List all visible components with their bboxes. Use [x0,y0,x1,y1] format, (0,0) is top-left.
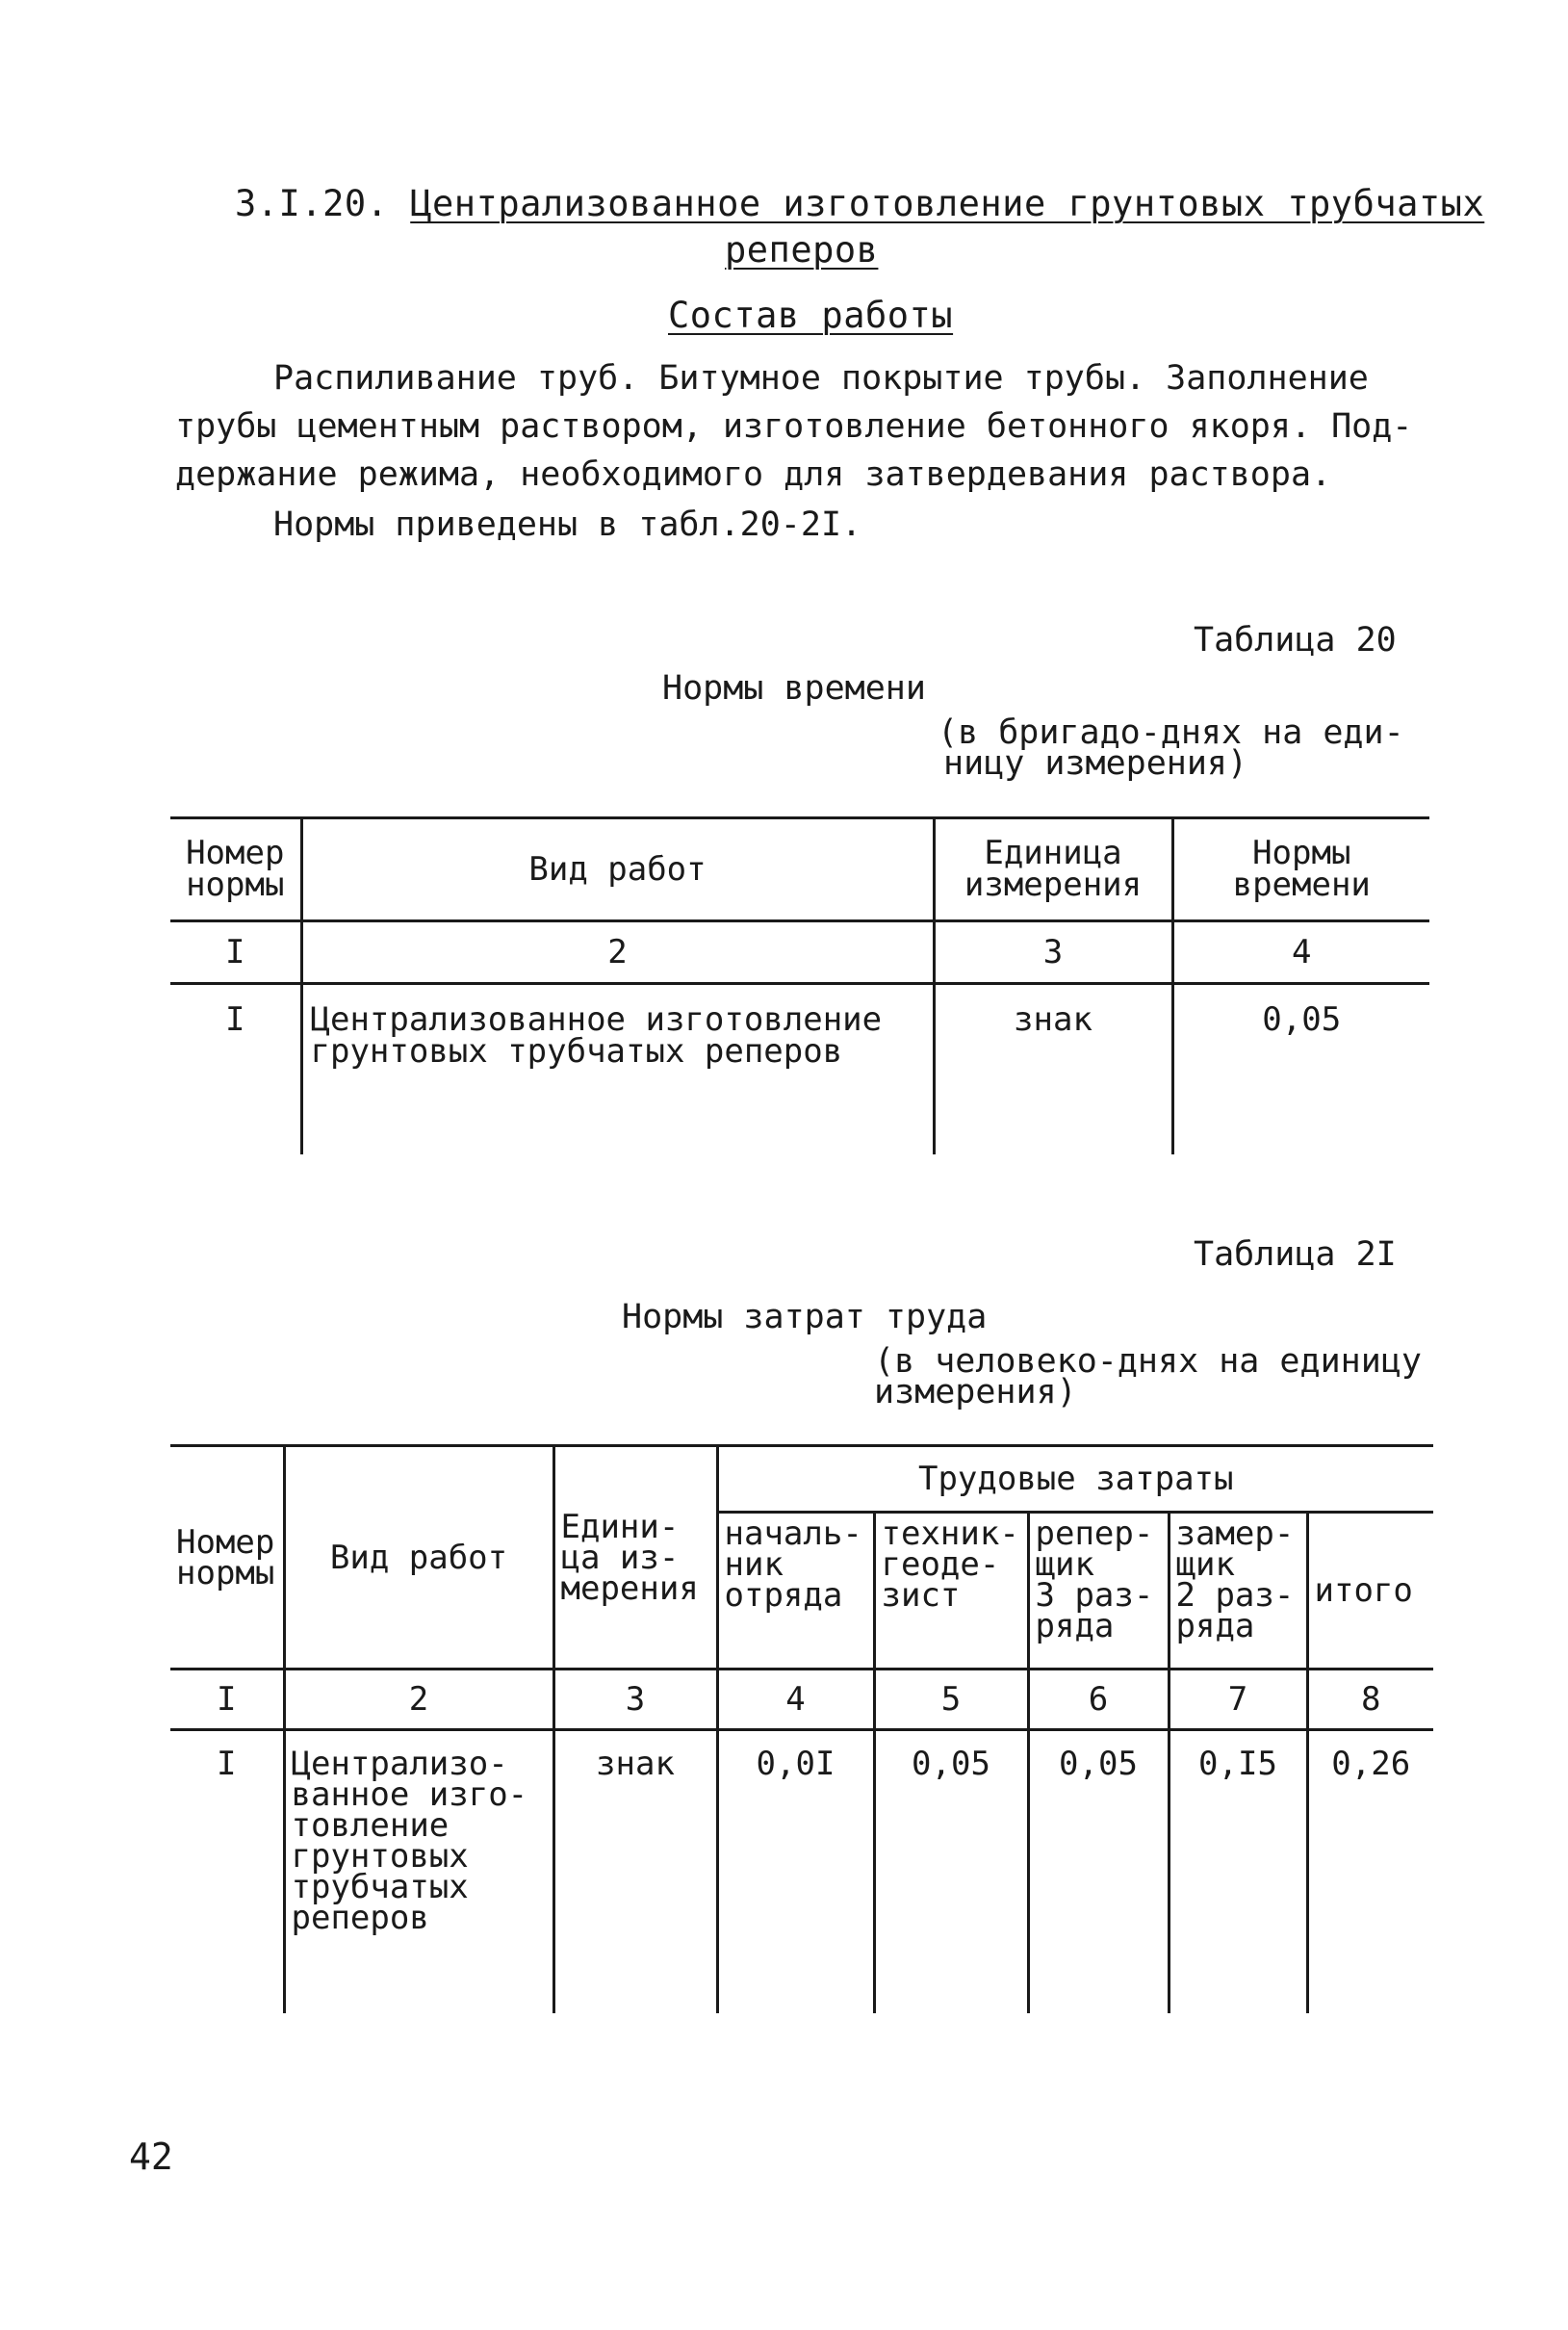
t21-header-norm-no [170,1446,284,1670]
table20-unit-note [938,713,1404,783]
composition-line4: Нормы приведены в табл.20-2I. [273,505,862,544]
t21-row-work-line3: товление [291,1806,450,1845]
t20-colnum-1: I [170,921,301,984]
t21-header-c6-line4: ряда [1035,1607,1115,1645]
t21-header-c7-line4: ряда [1175,1607,1255,1645]
table21-title: Нормы затрат труда [622,1298,988,1336]
composition-line2: трубы цементным раствором, изготовление бетонного якоря. Под- [175,407,1413,446]
t21-header-unit [553,1446,717,1670]
table20-unit-line2: ницу измерения) [943,744,1248,783]
t20-header-norm-no-line2: нормы [186,866,285,904]
t21-row-v5: 0,05 [874,1730,1028,2014]
t20-row-value: 0,05 [1172,984,1429,1155]
composition-heading: Состав работы [668,295,954,336]
t21-header-norm-no-line2: нормы [176,1553,275,1592]
t20-header-unit [934,818,1172,921]
t21-header-c7-line3: 2 раз- [1175,1576,1295,1615]
t21-row-v4: 0,0I [717,1730,874,2014]
t21-row-work-line6: реперов [291,1899,429,1937]
t21-header-c6 [1028,1513,1169,1670]
t20-row-work-line1: Централизованное изготовление [310,1000,883,1039]
t21-row-v8: 0,26 [1307,1730,1433,2014]
t20-row-no: I [225,1000,245,1039]
table21-unit-line2: измерения) [874,1373,1077,1411]
t21-header-c5 [874,1513,1028,1670]
t21-colnum-3: 3 [553,1670,717,1730]
t21-header-c6-line1: репер- [1035,1514,1154,1553]
t21-colnum-5: 5 [874,1670,1028,1730]
t21-colnum-2: 2 [284,1670,553,1730]
table21-label: Таблица 2I [1194,1235,1397,1274]
t21-header-c7-line2: щик [1175,1545,1235,1584]
table21-unit-line1: (в человеко-днях на единицу [874,1342,1422,1381]
t21-colnum-4: 4 [717,1670,874,1730]
t21-header-c4 [717,1513,874,1670]
t20-header-unit-line1: Единица [984,834,1122,872]
t20-row-unit: знак [934,984,1172,1155]
composition-line1: Распиливание труб. Битумное покрытие трубы. Заполнение [273,359,1369,398]
section-title-line1: Централизованное изготовление грунтовых трубчатых [410,183,1485,224]
t21-row-work-line5: трубчатых [291,1868,469,1906]
t20-header-work: Вид работ [301,818,934,921]
t21-row-work-line4: грунтовых [291,1837,469,1876]
section-heading [235,183,1484,224]
t21-header-unit-line2: ца из- [560,1538,680,1577]
t21-row-work-line2: ванное изго- [291,1775,528,1814]
composition-line3: держание режима, необходимого для затвердевания раствора. [175,455,1332,494]
table20-title: Нормы времени [662,669,926,708]
section-title-line2: реперов [725,229,879,271]
t21-colnum-7: 7 [1169,1670,1307,1730]
t21-row-v6: 0,05 [1028,1730,1169,2014]
t21-header-unit-line3: мерения [560,1568,699,1608]
t21-header-c4-line3: отряда [724,1576,843,1615]
t21-header-c7-line1: замер- [1175,1514,1295,1553]
t20-header-time [1172,818,1429,921]
page-number: 42 [129,2136,173,2178]
t21-colnum-8: 8 [1307,1670,1433,1730]
t21-colnum-1: I [170,1670,284,1730]
t21-row-unit: знак [553,1730,717,2014]
t21-colnum-6: 6 [1028,1670,1169,1730]
t20-header-unit-line2: измерения [964,866,1143,904]
t21-header-c5-line1: техник- [881,1514,1019,1553]
t20-header-time-line2: времени [1232,866,1371,904]
t21-row-work [284,1730,553,2014]
table20 [170,816,1429,1154]
table-row [170,984,1429,1155]
t21-header-c8: итого [1307,1513,1433,1670]
t20-colnum-3: 3 [934,921,1172,984]
section-number: 3.I.20. [235,183,389,224]
t21-header-norm-no-line1: Номер [176,1522,275,1562]
t21-header-c5-line3: зист [881,1576,961,1615]
t20-colnum-2: 2 [301,921,934,984]
t20-header-time-line1: Нормы [1252,834,1351,872]
t21-header-c4-line1: началь- [724,1514,862,1553]
table-row [170,1730,1433,2014]
t21-header-c6-line2: щик [1035,1545,1094,1584]
table21 [170,1444,1433,2013]
t21-row-no: I [217,1745,237,1783]
t20-row-work-line2: грунтовых трубчатых реперов [310,1032,843,1071]
t21-header-labor: Трудовые затраты [717,1446,1433,1513]
t20-header-norm-no-line1: Номер [186,834,285,872]
table20-label: Таблица 20 [1194,621,1397,660]
t21-header-work: Вид работ [284,1446,553,1670]
t20-row-work [301,984,934,1155]
t20-colnum-4: 4 [1172,921,1429,984]
t21-row-v7: 0,I5 [1169,1730,1307,2014]
table21-unit-note [874,1342,1422,1411]
t21-header-c6-line3: 3 раз- [1035,1576,1154,1615]
t21-header-unit-line1: Едини- [560,1507,680,1546]
t20-column-numbers [170,921,1429,984]
t21-header-c5-line2: геоде- [881,1545,1000,1584]
t21-row-work-line1: Централизо- [291,1745,508,1783]
t21-column-numbers [170,1670,1433,1730]
t20-header-norm-no [170,818,301,921]
table20-unit-line1: (в бригадо-днях на еди- [938,713,1404,752]
t21-header-c7 [1169,1513,1307,1670]
t21-header-c4-line2: ник [724,1545,784,1584]
